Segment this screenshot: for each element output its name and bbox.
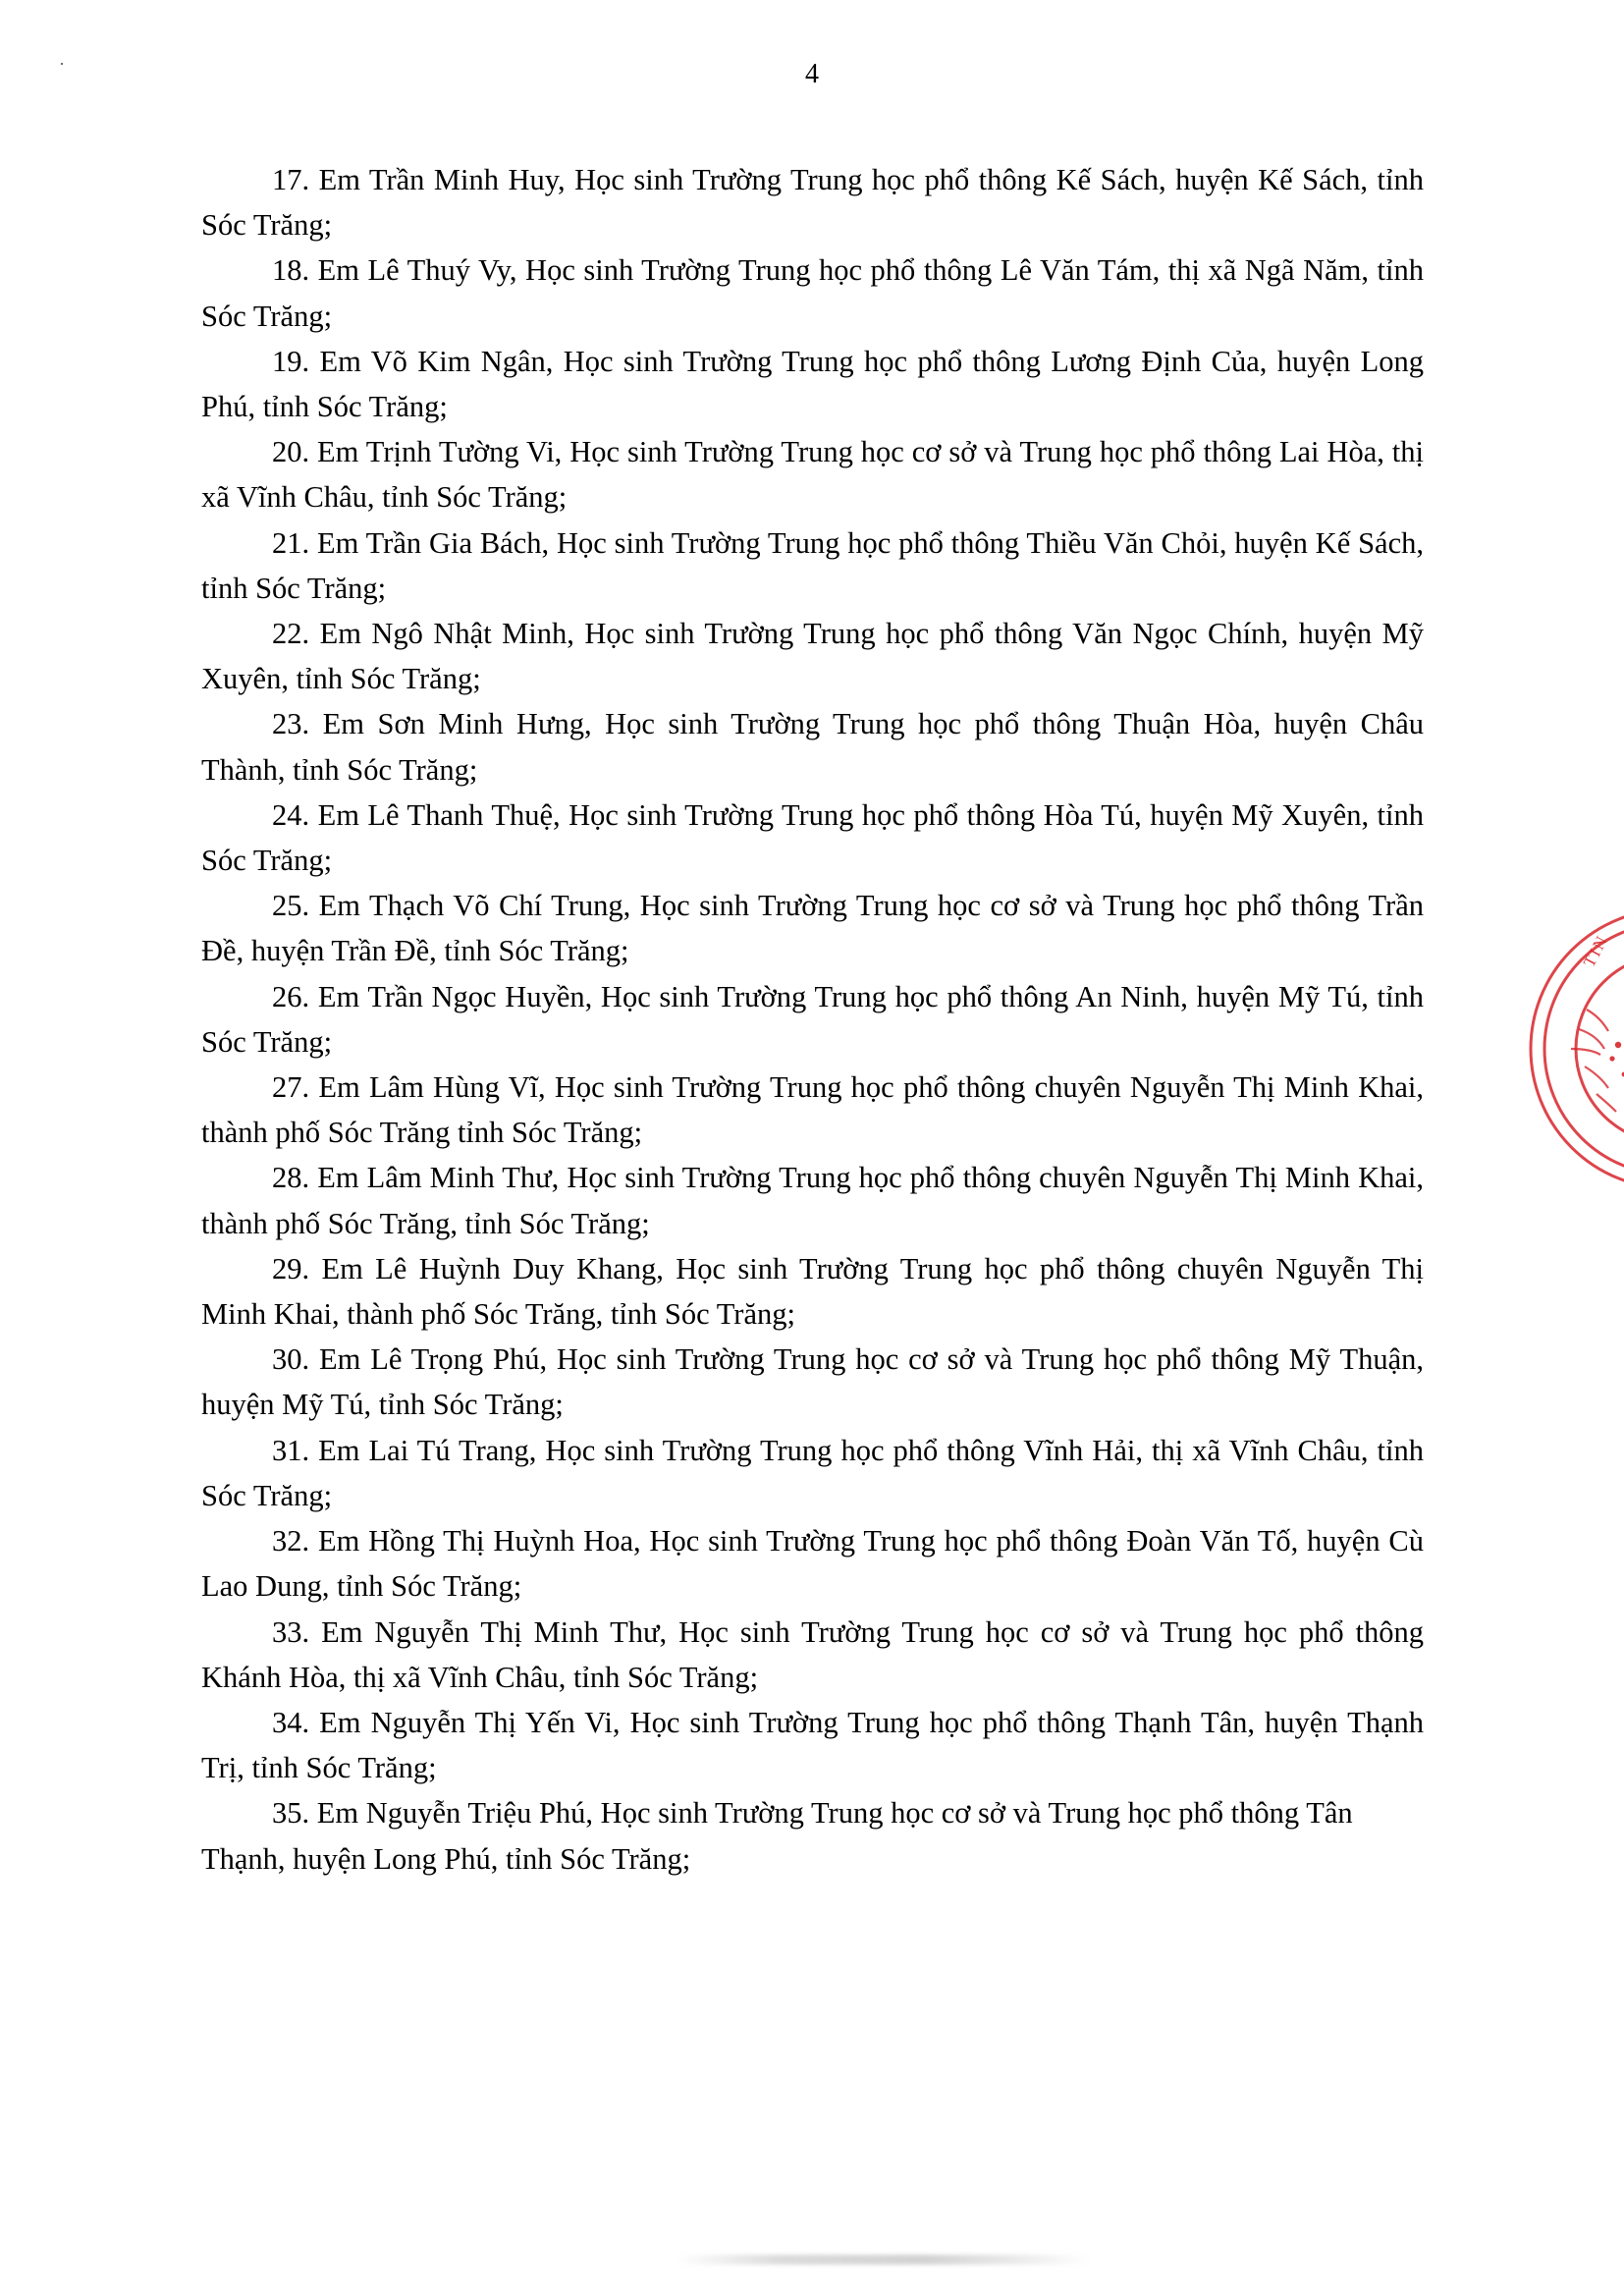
margin-mark: · bbox=[59, 54, 65, 74]
list-item: 25. Em Thạch Võ Chí Trung, Học sinh Trường Trung học cơ sở và Trung học phổ thông Trần Đề, huyện Trần Đề, tỉnh Sóc Trăng; bbox=[201, 889, 1424, 968]
list-item: 31. Em Lai Tú Trang, Học sinh Trường Trung học phổ thông Vĩnh Hải, thị xã Vĩnh Châu, tỉnh Sóc Trăng; bbox=[201, 1433, 1424, 1512]
list-item: 22. Em Ngô Nhật Minh, Học sinh Trường Trung học phổ thông Văn Ngọc Chính, huyện Mỹ Xuyên, tỉnh Sóc Trăng; bbox=[201, 617, 1424, 696]
list-item: 29. Em Lê Huỳnh Duy Khang, Học sinh Trường Trung học phổ thông chuyên Nguyễn Thị Minh Khai, thành phố Sóc Trăng, tỉnh Sóc Trăng; bbox=[201, 1251, 1424, 1332]
list-item: 17. Em Trần Minh Huy, Học sinh Trường Trung học phổ thông Kế Sách, huyện Kế Sách, tỉnh Sóc Trăng; bbox=[201, 163, 1424, 243]
list-item: 21. Em Trần Gia Bách, Học sinh Trường Trung học phổ thông Thiều Văn Chỏi, huyện Kế Sách, tỉnh Sóc Trăng; bbox=[201, 525, 1424, 605]
page-scan-artifact bbox=[677, 2255, 1090, 2265]
list-item: 24. Em Lê Thanh Thuệ, Học sinh Trường Trung học phổ thông Hòa Tú, huyện Mỹ Xuyên, tỉnh Sóc Trăng; bbox=[201, 797, 1424, 878]
svg-text:TIN: TIN bbox=[1579, 931, 1612, 970]
document-body bbox=[201, 157, 1424, 1882]
list-item: 30. Em Lê Trọng Phú, Học sinh Trường Trung học cơ sở và Trung học phổ thông Mỹ Thuận, huyện Mỹ Tú, tỉnh Sóc Trăng; bbox=[201, 1342, 1424, 1422]
list-item: 26. Em Trần Ngọc Huyền, Học sinh Trường Trung học phổ thông An Ninh, huyện Mỹ Tú, tỉnh Sóc Trăng; bbox=[201, 979, 1424, 1059]
list-item: 20. Em Trịnh Tường Vi, Học sinh Trường Trung học cơ sở và Trung học phổ thông Lai Hòa, thị xã Vĩnh Châu, tỉnh Sóc Trăng; bbox=[201, 435, 1424, 515]
list-item: 18. Em Lê Thuý Vy, Học sinh Trường Trung học phổ thông Lê Văn Tám, thị xã Ngã Năm, tỉnh Sóc Trăng; bbox=[201, 253, 1424, 333]
page-number: 4 bbox=[805, 59, 819, 89]
list-item: 27. Em Lâm Hùng Vĩ, Học sinh Trường Trung học phổ thông chuyên Nguyễn Thị Minh Khai, thành phố Sóc Trăng tỉnh Sóc Trăng; bbox=[201, 1070, 1424, 1150]
list-item: 35. Em Nguyễn Triệu Phú, Học sinh Trường Trung học cơ sở và Trung học phổ thông Tân Thạnh, huyện Long Phú, tỉnh Sóc Trăng; bbox=[201, 1796, 1353, 1876]
list-item: 23. Em Sơn Minh Hưng, Học sinh Trường Trung học phổ thông Thuận Hòa, huyện Châu Thành, tỉnh Sóc Trăng; bbox=[201, 707, 1424, 787]
list-item: 28. Em Lâm Minh Thư, Học sinh Trường Trung học phổ thông chuyên Nguyễn Thị Minh Khai, thành phố Sóc Trăng, tỉnh Sóc Trăng; bbox=[201, 1161, 1424, 1240]
official-seal-stamp bbox=[1528, 902, 1624, 1196]
list-item: 33. Em Nguyễn Thị Minh Thư, Học sinh Trường Trung học cơ sở và Trung học phổ thông Khánh Hòa, thị xã Vĩnh Châu, tỉnh Sóc Trăng; bbox=[201, 1614, 1424, 1694]
list-item: 34. Em Nguyễn Thị Yến Vi, Học sinh Trường Trung học phổ thông Thạnh Tân, huyện Thạnh Trị, tỉnh Sóc Trăng; bbox=[201, 1705, 1424, 1785]
list-item: 32. Em Hồng Thị Huỳnh Hoa, Học sinh Trường Trung học phổ thông Đoàn Văn Tố, huyện Cù Lao Dung, tỉnh Sóc Trăng; bbox=[201, 1524, 1424, 1604]
list-item: 19. Em Võ Kim Ngân, Học sinh Trường Trung học phổ thông Lương Định Của, huyện Long Phú, tỉnh Sóc Trăng; bbox=[201, 344, 1424, 424]
